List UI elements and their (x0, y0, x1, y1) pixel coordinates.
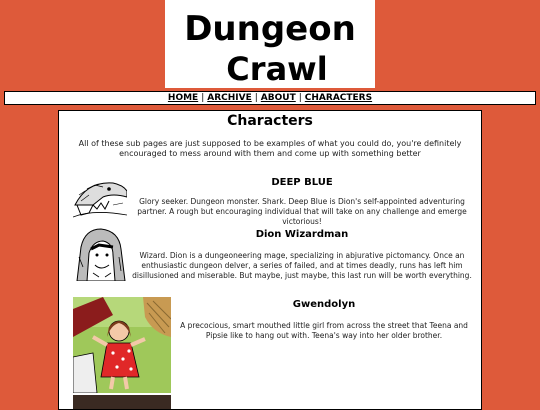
character-entry-dion-wizardman (73, 227, 477, 281)
site-logo[interactable] (165, 0, 375, 88)
nav-separator: | (201, 93, 205, 103)
intro-text: All of these sub pages are just supposed to be examples of what you could do, you're definitely encouraged to mess around with them and come up with something better (78, 139, 462, 158)
logo-graphic (165, 0, 375, 88)
character-name: Dion Wizardman (255, 229, 349, 240)
page-title: Characters (227, 113, 313, 129)
character-entry-gwendolyn (73, 297, 477, 393)
girl-portrait-icon[interactable] (73, 297, 171, 393)
shark-portrait-icon[interactable] (73, 175, 127, 221)
nav-about-link[interactable]: ABOUT (260, 93, 296, 103)
nav-separator: | (254, 93, 258, 103)
next-character-portrait-icon[interactable] (73, 395, 171, 410)
logo-line-1: Dungeon (184, 9, 356, 49)
character-description: Glory seeker. Dungeon monster. Shark. Deep Blue is Dion's self-appointed adventuring partner. A rough but encouraging individual that will take on any challenge and emerge victorious! (137, 197, 467, 226)
character-name: Gwendolyn (292, 299, 356, 310)
nav-characters-link[interactable]: CHARACTERS (304, 93, 373, 103)
content-panel (58, 110, 482, 410)
character-name: DEEP BLUE (271, 177, 333, 188)
hooded-wizard-portrait-icon[interactable] (73, 227, 127, 281)
nav-home-link[interactable]: HOME (167, 93, 199, 103)
nav-archive-link[interactable]: ARCHIVE (207, 93, 252, 103)
nav-separator: | (298, 93, 302, 103)
nav-bar (4, 91, 536, 105)
logo-line-2: Crawl (226, 50, 328, 88)
character-description: Wizard. Dion is a dungeoneering mage, specializing in abjurative pictomancy. Once an enthusiastic dungeon delver, a series of failed, and at times deadly, runs has left him disillusioned and miserable. But maybe, just maybe, this last run will be worth everything. (132, 251, 472, 280)
character-entry-deep-blue (73, 175, 477, 226)
character-description: A precocious, smart mouthed little girl from across the street that Teena and Pipsie like to hang out with. Teena's way into her older brother. (180, 321, 468, 340)
